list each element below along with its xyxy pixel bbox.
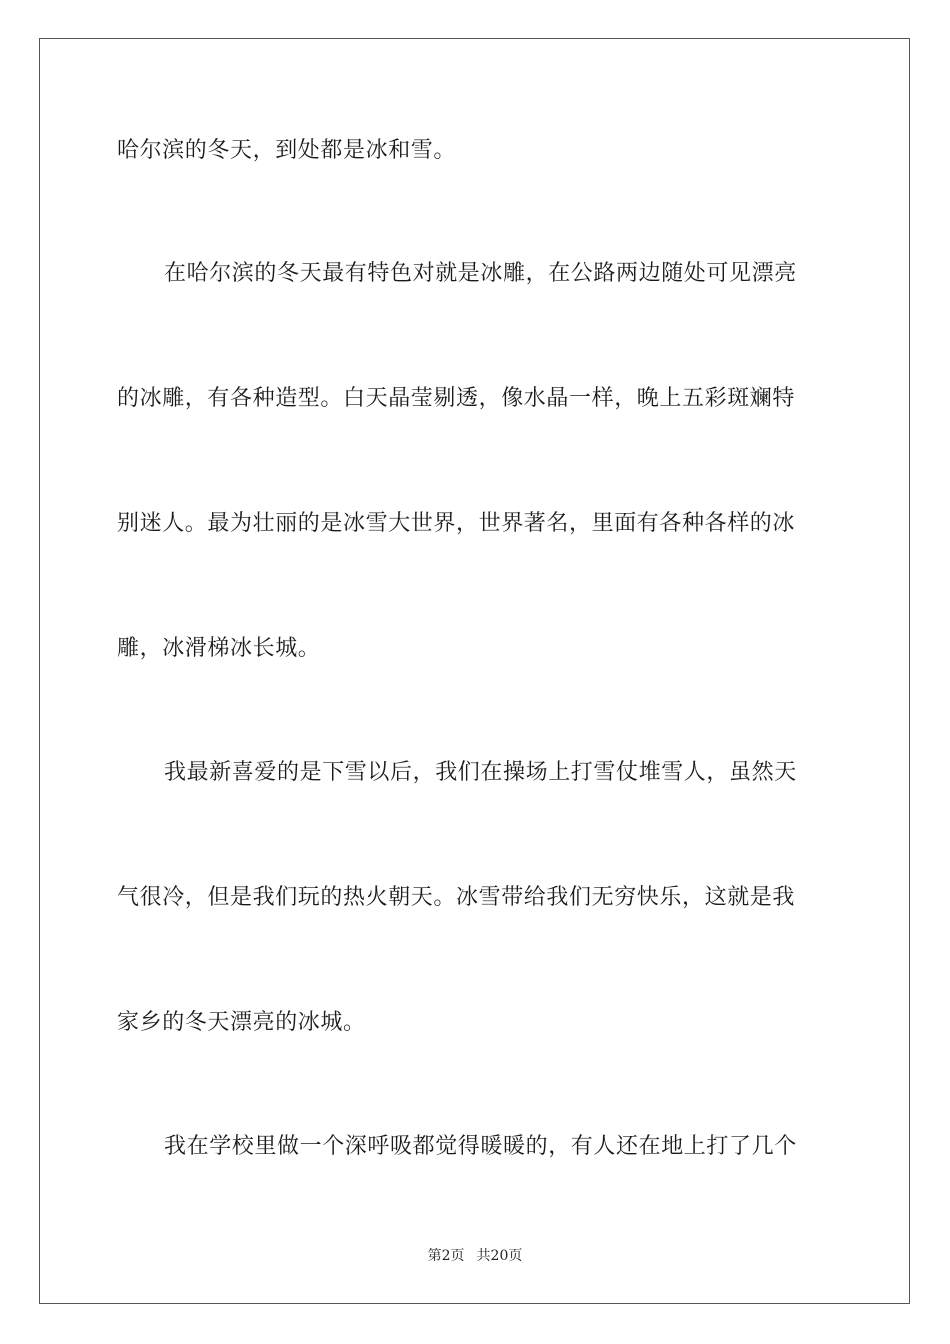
text-line: 的冰雕，有各种造型。白天晶莹剔透，像水晶一样，晚上五彩斑斓特 [117,386,796,411]
page-footer [0,1246,950,1266]
paragraph-start-line: 在哈尔滨的冬天最有特色对就是冰雕，在公路两边随处可见漂亮 [164,261,797,286]
total-pages: 共20页 [476,1248,523,1264]
text-line: 哈尔滨的冬天，到处都是冰和雪。 [117,138,457,163]
text-line: 雕，冰滑梯冰长城。 [117,636,321,661]
page-number: 第2页 [427,1248,465,1264]
paragraph-start-line: 我在学校里做一个深呼吸都觉得暖暖的，有人还在地上打了几个 [164,1134,797,1159]
text-line: 别迷人。最为壮丽的是冰雪大世界，世界著名，里面有各种各样的冰 [117,511,796,536]
text-line: 家乡的冬天漂亮的冰城。 [117,1010,366,1035]
text-line: 气很冷，但是我们玩的热火朝天。冰雪带给我们无穷快乐，这就是我 [117,885,796,910]
page-frame [39,38,910,1304]
paragraph-start-line: 我最新喜爱的是下雪以后，我们在操场上打雪仗堆雪人，虽然天 [164,760,797,785]
